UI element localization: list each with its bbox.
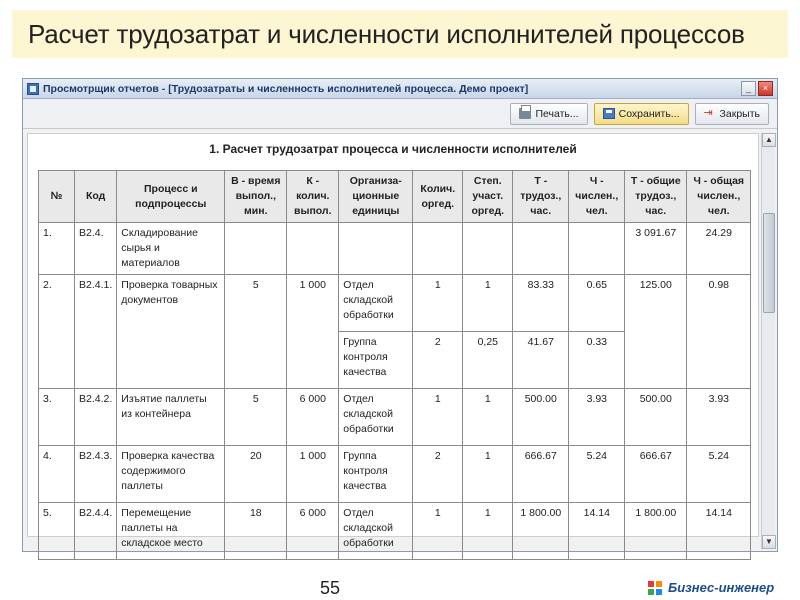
report-heading: 1. Расчет трудозатрат процесса и численности исполнителей [209, 142, 577, 156]
cell-total-staff: 3.93 [687, 389, 751, 446]
cell-unit-part: 1 [463, 503, 513, 560]
cell-code: В2.4.2. [75, 389, 117, 446]
cell-unit-part: 0,25 [463, 332, 513, 389]
cell-no: 5. [39, 503, 75, 560]
save-button[interactable] [594, 103, 689, 125]
column-header: Ч - общая числен., чел. [687, 171, 751, 223]
slide-title-bar [12, 10, 788, 58]
brand-name: Бизнес-инженер [668, 580, 775, 595]
cell-unit-qty [413, 223, 463, 275]
floppy-disk-icon [603, 108, 615, 119]
cell-process: Перемещение паллеты на складское место [117, 503, 225, 560]
cell-count: 1 000 [287, 275, 339, 389]
cell-staff [569, 223, 625, 275]
print-button-label: Печать... [535, 107, 579, 120]
cell-total-labor: 125.00 [625, 275, 687, 389]
cell-unit-part: 1 [463, 275, 513, 332]
cell-code: В2.4.3. [75, 446, 117, 503]
cell-labor: 666.67 [513, 446, 569, 503]
column-header: В - время выпол., мин. [225, 171, 287, 223]
cell-total-labor: 1 800.00 [625, 503, 687, 560]
cell-code: В2.4.4. [75, 503, 117, 560]
cell-labor: 83.33 [513, 275, 569, 332]
slide-title: Расчет трудозатрат и численности исполнителей процессов [28, 18, 745, 49]
close-window-button[interactable]: × [758, 81, 773, 96]
window-controls [741, 81, 773, 96]
table-header-row [39, 171, 751, 223]
cell-staff: 14.14 [569, 503, 625, 560]
cell-unit-part [463, 223, 513, 275]
cell-unit-qty: 1 [413, 275, 463, 332]
cell-unit-part: 1 [463, 446, 513, 503]
cell-time: 5 [225, 389, 287, 446]
cell-staff: 0.65 [569, 275, 625, 332]
scroll-up-arrow-icon[interactable]: ▲ [762, 133, 776, 147]
table-row[interactable] [39, 275, 751, 332]
cell-staff: 5.24 [569, 446, 625, 503]
brand [648, 580, 774, 595]
cell-unit: Отдел складской обработки [339, 275, 413, 332]
cell-total-labor: 3 091.67 [625, 223, 687, 275]
print-button[interactable] [510, 103, 587, 125]
table-row[interactable] [39, 389, 751, 446]
cell-code: В2.4.1. [75, 275, 117, 389]
window-titlebar[interactable] [23, 79, 777, 99]
cell-unit: Группа контроля качества [339, 332, 413, 389]
cell-no: 2. [39, 275, 75, 389]
close-button-label: Закрыть [719, 107, 760, 120]
page-number: 55 [320, 578, 341, 598]
cell-count: 1 000 [287, 446, 339, 503]
column-header: К - колич. выпол. [287, 171, 339, 223]
cell-time: 5 [225, 275, 287, 389]
cell-total-staff: 0.98 [687, 275, 751, 389]
cell-labor: 41.67 [513, 332, 569, 389]
cell-staff: 0.33 [569, 332, 625, 389]
cell-total-labor: 500.00 [625, 389, 687, 446]
table-row[interactable] [39, 223, 751, 275]
cell-count: 6 000 [287, 389, 339, 446]
cell-unit-qty: 2 [413, 332, 463, 389]
cell-time: 18 [225, 503, 287, 560]
exit-icon: ⇥ [703, 107, 713, 119]
scroll-down-arrow-icon[interactable]: ▼ [762, 535, 776, 549]
cell-total-staff: 24.29 [687, 223, 751, 275]
cell-unit: Отдел складской обработки [339, 389, 413, 446]
cell-unit-qty: 1 [413, 389, 463, 446]
cell-count: 6 000 [287, 503, 339, 560]
cell-process: Проверка товарных документов [117, 275, 225, 389]
cell-time [225, 223, 287, 275]
toolbar [23, 99, 777, 129]
cell-labor [513, 223, 569, 275]
cell-unit: Отдел складской обработки [339, 503, 413, 560]
column-header: Т - общие трудоз., час. [625, 171, 687, 223]
cell-unit-qty: 2 [413, 446, 463, 503]
cell-count [287, 223, 339, 275]
vertical-scrollbar[interactable] [761, 133, 775, 549]
cell-no: 1. [39, 223, 75, 275]
cell-unit [339, 223, 413, 275]
cell-labor: 500.00 [513, 389, 569, 446]
report-viewer-window [22, 78, 778, 552]
column-header: Степ. участ. оргед. [463, 171, 513, 223]
table-row[interactable] [39, 503, 751, 560]
scrollbar-thumb[interactable] [763, 213, 775, 313]
cell-unit-part: 1 [463, 389, 513, 446]
column-header: Код [75, 171, 117, 223]
save-button-label: Сохранить... [618, 107, 680, 120]
cell-staff: 3.93 [569, 389, 625, 446]
minimize-button[interactable]: _ [741, 81, 756, 96]
cell-no: 3. [39, 389, 75, 446]
window-title: Просмотрщик отчетов - [Трудозатраты и численность исполнителей процесса. Демо проект] [43, 82, 529, 95]
column-header: № [39, 171, 75, 223]
cell-code: В2.4. [75, 223, 117, 275]
cell-time: 20 [225, 446, 287, 503]
column-header: Колич. оргед. [413, 171, 463, 223]
labor-table [38, 170, 751, 560]
close-button[interactable] [695, 103, 769, 125]
cell-process: Изъятие паллеты из контейнера [117, 389, 225, 446]
cell-no: 4. [39, 446, 75, 503]
report-area[interactable] [27, 133, 759, 549]
column-header: Организа-ционные единицы [339, 171, 413, 223]
brand-logo-icon [648, 581, 662, 595]
table-row[interactable] [39, 446, 751, 503]
cell-unit: Группа контроля качества [339, 446, 413, 503]
cell-total-labor: 666.67 [625, 446, 687, 503]
printer-icon [519, 108, 531, 119]
cell-labor: 1 800.00 [513, 503, 569, 560]
column-header: Ч - числен., чел. [569, 171, 625, 223]
column-header: Процесс и подпроцессы [117, 171, 225, 223]
column-header: Т - трудоз., час. [513, 171, 569, 223]
cell-total-staff: 14.14 [687, 503, 751, 560]
app-icon [27, 83, 39, 95]
cell-total-staff: 5.24 [687, 446, 751, 503]
cell-process: Складирование сырья и материалов [117, 223, 225, 275]
cell-process: Проверка качества содержимого паллеты [117, 446, 225, 503]
cell-unit-qty: 1 [413, 503, 463, 560]
